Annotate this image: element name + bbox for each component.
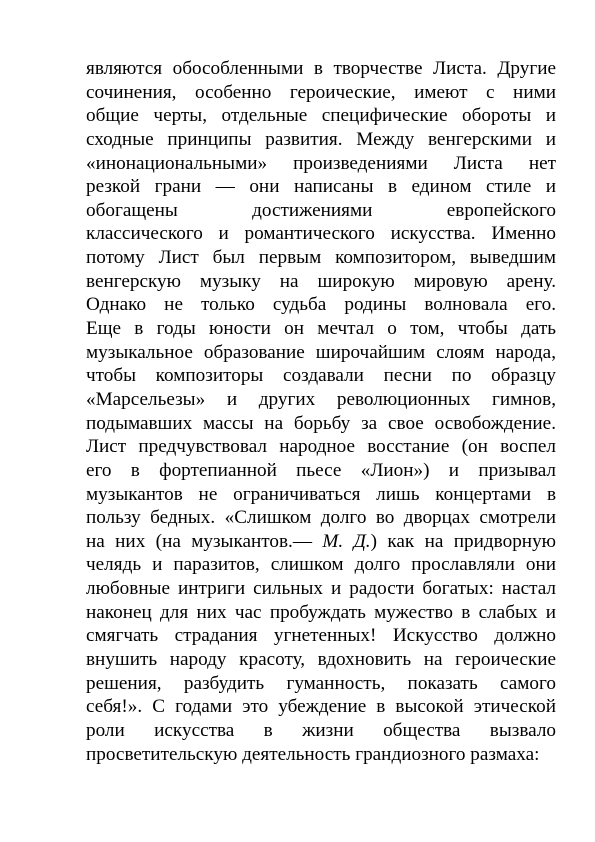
text-line: его в фортепианной пьесе «Лион») и призывал	[86, 459, 556, 481]
text-line: подымавших массы на борьбу за свое освобождение.	[86, 412, 556, 434]
body-text	[86, 57, 556, 766]
text-line: наконец для них час пробуждать мужество в слабых и	[86, 601, 556, 623]
text-line: сочинения, особенно героические, имеют с ними	[86, 81, 556, 103]
text-segment: ) как на придворную	[370, 530, 556, 552]
text-line-with-author-note	[86, 530, 556, 554]
text-line: роли искусства в жизни общества вызвало	[86, 719, 556, 741]
text-line: челядь и паразитов, слишком долго прославляли они	[86, 554, 556, 576]
text-line: сходные принципы развития. Между венгерскими и	[86, 128, 556, 150]
text-segment: на них (на музыкантов.—	[86, 530, 323, 552]
text-line: резкой грани — они написаны в едином стиле и	[86, 176, 556, 198]
text-line: «инонациональными» произведениями Листа нет	[86, 152, 556, 174]
text-line: венгерскую музыку на широкую мировую арену.	[86, 270, 556, 292]
text-line: музыкантов не ограничиваться лишь концертами в	[86, 483, 556, 505]
text-line: потому Лист был первым композитором, выведшим	[86, 247, 556, 269]
text-line: Лист предчувствовал народное восстание (он воспел	[86, 436, 556, 458]
text-line: пользу бедных. «Слишком долго во дворцах смотрели	[86, 507, 556, 529]
text-line: смягчать страдания угнетенных! Искусство должно	[86, 625, 556, 647]
text-line: Однако не только судьба родины волновала его.	[86, 294, 556, 316]
text-line: внушить народу красоту, вдохновить на героические	[86, 649, 556, 671]
text-line: классического и романтического искусства. Именно	[86, 223, 556, 245]
text-line: просветительскую деятельность грандиозного размаха:	[86, 743, 540, 765]
text-line: «Марсельезы» и других революционных гимнов,	[86, 388, 556, 410]
text-line: решения, разбудить гуманность, показать самого	[86, 672, 556, 694]
text-line: чтобы композиторы создавали песни по образцу	[86, 365, 556, 387]
text-line: являются обособленными в творчестве Листа. Другие	[86, 58, 556, 79]
text-line: обогащены достижениями европейского	[86, 199, 556, 221]
author-initials: М. Д.	[322, 530, 371, 552]
text-line: Еще в годы юности он мечтал о том, чтобы дать	[86, 318, 556, 340]
text-line: музыкальное образование широчайшим слоям народа,	[86, 341, 556, 363]
text-line: любовные интриги сильных и радости богатых: настал	[86, 578, 556, 600]
text-line: себя!». С годами это убеждение в высокой этической	[86, 696, 556, 718]
text-line: общие черты, отдельные специфические обороты и	[86, 105, 556, 127]
